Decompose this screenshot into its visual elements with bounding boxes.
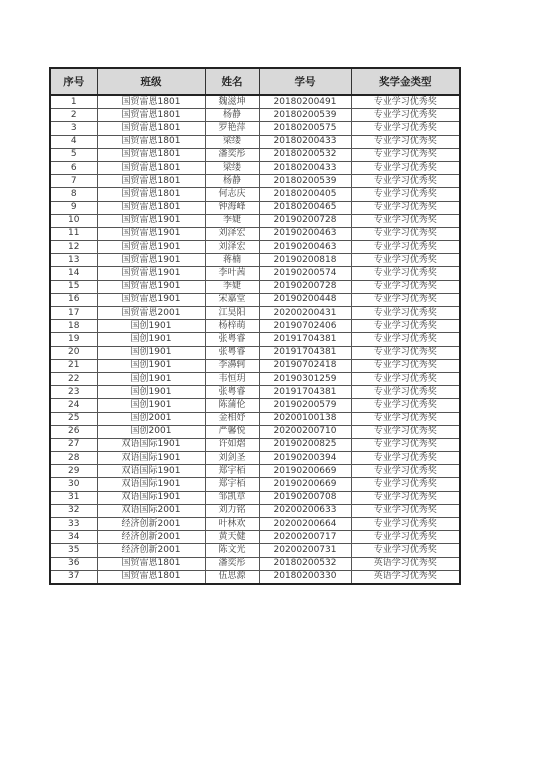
cell-scholarship-type: 专业学习优秀奖 — [351, 280, 460, 293]
cell-class: 国贸雷恩1901 — [97, 293, 205, 306]
cell-name: 梁缕 — [205, 135, 259, 148]
cell-student-id: 20190200728 — [259, 280, 351, 293]
cell-name: 钟海峰 — [205, 201, 259, 214]
cell-index: 26 — [50, 425, 97, 438]
table-row — [50, 346, 460, 359]
cell-student-id: 20190200394 — [259, 452, 351, 465]
cell-scholarship-type: 专业学习优秀奖 — [351, 161, 460, 174]
cell-class: 国创1901 — [97, 359, 205, 372]
header-row — [50, 68, 460, 95]
table-row — [50, 201, 460, 214]
cell-index: 36 — [50, 557, 97, 570]
cell-scholarship-type: 专业学习优秀奖 — [351, 399, 460, 412]
table-row — [50, 452, 460, 465]
cell-name: 宋嘉堂 — [205, 293, 259, 306]
cell-scholarship-type: 专业学习优秀奖 — [351, 544, 460, 557]
cell-class: 国贸雷恩1801 — [97, 161, 205, 174]
cell-student-id: 20190200463 — [259, 227, 351, 240]
cell-index: 30 — [50, 478, 97, 491]
table-row — [50, 148, 460, 161]
cell-class: 国创1901 — [97, 372, 205, 385]
cell-scholarship-type: 专业学习优秀奖 — [351, 122, 460, 135]
table-row — [50, 293, 460, 306]
cell-class: 双语国际1901 — [97, 452, 205, 465]
cell-scholarship-type: 专业学习优秀奖 — [351, 135, 460, 148]
cell-student-id: 20191704381 — [259, 346, 351, 359]
cell-class: 国创1901 — [97, 399, 205, 412]
cell-scholarship-type: 专业学习优秀奖 — [351, 320, 460, 333]
cell-index: 21 — [50, 359, 97, 372]
table-row — [50, 425, 460, 438]
cell-student-id: 20180200433 — [259, 135, 351, 148]
cell-index: 32 — [50, 504, 97, 517]
cell-name: 魏滋坤 — [205, 95, 259, 109]
cell-student-id: 20200200431 — [259, 307, 351, 320]
cell-index: 11 — [50, 227, 97, 240]
cell-index: 22 — [50, 372, 97, 385]
cell-student-id: 20190200818 — [259, 254, 351, 267]
cell-scholarship-type: 专业学习优秀奖 — [351, 307, 460, 320]
cell-class: 国创2001 — [97, 412, 205, 425]
table-row — [50, 531, 460, 544]
cell-name: 黄天健 — [205, 531, 259, 544]
cell-scholarship-type: 英语学习优秀奖 — [351, 557, 460, 570]
cell-student-id: 20180200532 — [259, 148, 351, 161]
table-row — [50, 254, 460, 267]
header-scholarship-type: 奖学金类型 — [351, 68, 460, 95]
cell-index: 25 — [50, 412, 97, 425]
cell-index: 9 — [50, 201, 97, 214]
cell-scholarship-type: 专业学习优秀奖 — [351, 95, 460, 109]
cell-class: 双语国际1901 — [97, 478, 205, 491]
table-row — [50, 280, 460, 293]
cell-class: 国创1901 — [97, 346, 205, 359]
table-row — [50, 307, 460, 320]
cell-class: 国贸雷恩1801 — [97, 570, 205, 584]
cell-student-id: 20190702418 — [259, 359, 351, 372]
cell-student-id: 20190200708 — [259, 491, 351, 504]
cell-scholarship-type: 专业学习优秀奖 — [351, 359, 460, 372]
cell-student-id: 20180200465 — [259, 201, 351, 214]
table-row — [50, 557, 460, 570]
table-row — [50, 122, 460, 135]
cell-name: 韦恒玥 — [205, 372, 259, 385]
cell-name: 张粤睿 — [205, 386, 259, 399]
table-row — [50, 188, 460, 201]
cell-class: 国贸雷恩1901 — [97, 280, 205, 293]
cell-class: 国贸雷恩1801 — [97, 109, 205, 122]
cell-student-id: 20190200463 — [259, 241, 351, 254]
table-row — [50, 491, 460, 504]
cell-scholarship-type: 专业学习优秀奖 — [351, 491, 460, 504]
cell-name: 邹凯章 — [205, 491, 259, 504]
cell-index: 13 — [50, 254, 97, 267]
cell-scholarship-type: 专业学习优秀奖 — [351, 346, 460, 359]
cell-index: 29 — [50, 465, 97, 478]
cell-student-id: 20191704381 — [259, 333, 351, 346]
cell-name: 杨梓萌 — [205, 320, 259, 333]
cell-class: 国贸雷恩1901 — [97, 267, 205, 280]
cell-scholarship-type: 专业学习优秀奖 — [351, 227, 460, 240]
table-header — [50, 68, 460, 95]
cell-class: 双语国际1901 — [97, 465, 205, 478]
cell-student-id: 20190200669 — [259, 478, 351, 491]
cell-class: 经济创新2001 — [97, 544, 205, 557]
cell-name: 梁缕 — [205, 161, 259, 174]
cell-index: 15 — [50, 280, 97, 293]
table-row — [50, 214, 460, 227]
cell-scholarship-type: 专业学习优秀奖 — [351, 372, 460, 385]
cell-index: 6 — [50, 161, 97, 174]
cell-student-id: 20190200728 — [259, 214, 351, 227]
cell-index: 14 — [50, 267, 97, 280]
table-row — [50, 504, 460, 517]
cell-class: 国贸雷恩1801 — [97, 135, 205, 148]
cell-class: 国贸雷恩2001 — [97, 307, 205, 320]
cell-name: 叶林欢 — [205, 518, 259, 531]
cell-scholarship-type: 专业学习优秀奖 — [351, 412, 460, 425]
cell-class: 国创2001 — [97, 425, 205, 438]
table-row — [50, 412, 460, 425]
cell-class: 双语国际1901 — [97, 491, 205, 504]
cell-scholarship-type: 专业学习优秀奖 — [351, 333, 460, 346]
cell-student-id: 20200200731 — [259, 544, 351, 557]
cell-student-id: 20180200433 — [259, 161, 351, 174]
header-student-id: 学号 — [259, 68, 351, 95]
cell-index: 10 — [50, 214, 97, 227]
table-row — [50, 333, 460, 346]
cell-name: 罗艳萍 — [205, 122, 259, 135]
cell-class: 国贸雷恩1901 — [97, 254, 205, 267]
scholarship-table — [49, 67, 461, 585]
table-row — [50, 544, 460, 557]
cell-name: 季婕 — [205, 214, 259, 227]
cell-name: 杨静 — [205, 109, 259, 122]
cell-index: 20 — [50, 346, 97, 359]
table-row — [50, 465, 460, 478]
cell-index: 37 — [50, 570, 97, 584]
table-row — [50, 267, 460, 280]
cell-class: 国贸雷恩1801 — [97, 201, 205, 214]
cell-name: 刘剑圣 — [205, 452, 259, 465]
cell-index: 1 — [50, 95, 97, 109]
table-row — [50, 372, 460, 385]
header-class: 班级 — [97, 68, 205, 95]
cell-class: 国创1901 — [97, 386, 205, 399]
header-index: 序号 — [50, 68, 97, 95]
cell-student-id: 20191704381 — [259, 386, 351, 399]
cell-name: 伍思源 — [205, 570, 259, 584]
cell-scholarship-type: 专业学习优秀奖 — [351, 452, 460, 465]
cell-class: 双语国际2001 — [97, 504, 205, 517]
cell-scholarship-type: 专业学习优秀奖 — [351, 254, 460, 267]
cell-student-id: 20180200575 — [259, 122, 351, 135]
cell-scholarship-type: 专业学习优秀奖 — [351, 109, 460, 122]
cell-student-id: 20180200330 — [259, 570, 351, 584]
cell-student-id: 20180200491 — [259, 95, 351, 109]
table-row — [50, 95, 460, 109]
header-name: 姓名 — [205, 68, 259, 95]
cell-scholarship-type: 专业学习优秀奖 — [351, 386, 460, 399]
cell-index: 28 — [50, 452, 97, 465]
cell-index: 24 — [50, 399, 97, 412]
cell-class: 国贸雷恩1901 — [97, 227, 205, 240]
cell-scholarship-type: 专业学习优秀奖 — [351, 175, 460, 188]
cell-name: 何志庆 — [205, 188, 259, 201]
cell-class: 经济创新2001 — [97, 518, 205, 531]
table-row — [50, 241, 460, 254]
cell-index: 27 — [50, 438, 97, 451]
cell-scholarship-type: 专业学习优秀奖 — [351, 148, 460, 161]
cell-scholarship-type: 专业学习优秀奖 — [351, 531, 460, 544]
cell-class: 双语国际1901 — [97, 438, 205, 451]
cell-scholarship-type: 专业学习优秀奖 — [351, 293, 460, 306]
cell-name: 潘奕彤 — [205, 148, 259, 161]
cell-student-id: 20200100138 — [259, 412, 351, 425]
table-row — [50, 227, 460, 240]
table-row — [50, 320, 460, 333]
table-row — [50, 135, 460, 148]
cell-index: 31 — [50, 491, 97, 504]
table-row — [50, 570, 460, 584]
cell-index: 16 — [50, 293, 97, 306]
cell-index: 33 — [50, 518, 97, 531]
cell-index: 34 — [50, 531, 97, 544]
cell-class: 国贸雷恩1801 — [97, 148, 205, 161]
table-row — [50, 438, 460, 451]
cell-name: 江昊阳 — [205, 307, 259, 320]
table-row — [50, 399, 460, 412]
cell-name: 张粤睿 — [205, 346, 259, 359]
cell-index: 18 — [50, 320, 97, 333]
cell-scholarship-type: 专业学习优秀奖 — [351, 478, 460, 491]
cell-student-id: 20180200539 — [259, 109, 351, 122]
cell-index: 7 — [50, 175, 97, 188]
cell-index: 19 — [50, 333, 97, 346]
cell-student-id: 20200200633 — [259, 504, 351, 517]
cell-student-id: 20190301259 — [259, 372, 351, 385]
cell-student-id: 20200200717 — [259, 531, 351, 544]
cell-index: 5 — [50, 148, 97, 161]
cell-scholarship-type: 专业学习优秀奖 — [351, 438, 460, 451]
cell-name: 蒋楠 — [205, 254, 259, 267]
cell-name: 陈蒲伦 — [205, 399, 259, 412]
cell-scholarship-type: 专业学习优秀奖 — [351, 465, 460, 478]
cell-name: 郑宇栢 — [205, 478, 259, 491]
cell-class: 国贸雷恩1801 — [97, 557, 205, 570]
cell-scholarship-type: 专业学习优秀奖 — [351, 518, 460, 531]
cell-student-id: 20200200710 — [259, 425, 351, 438]
cell-name: 刘泽宏 — [205, 227, 259, 240]
cell-index: 2 — [50, 109, 97, 122]
cell-name: 刘力铭 — [205, 504, 259, 517]
cell-name: 杨静 — [205, 175, 259, 188]
cell-name: 郑宇栢 — [205, 465, 259, 478]
cell-name: 李叶茜 — [205, 267, 259, 280]
cell-name: 严馨悦 — [205, 425, 259, 438]
cell-index: 17 — [50, 307, 97, 320]
table-row — [50, 175, 460, 188]
cell-scholarship-type: 英语学习优秀奖 — [351, 570, 460, 584]
table-row — [50, 109, 460, 122]
cell-student-id: 20180200539 — [259, 175, 351, 188]
cell-name: 张粤睿 — [205, 333, 259, 346]
cell-student-id: 20200200664 — [259, 518, 351, 531]
cell-index: 12 — [50, 241, 97, 254]
cell-name: 金相妤 — [205, 412, 259, 425]
cell-name: 李濞轲 — [205, 359, 259, 372]
cell-scholarship-type: 专业学习优秀奖 — [351, 425, 460, 438]
cell-class: 国贸雷恩1901 — [97, 214, 205, 227]
cell-class: 国创1901 — [97, 320, 205, 333]
cell-name: 季婕 — [205, 280, 259, 293]
cell-index: 23 — [50, 386, 97, 399]
cell-name: 潘奕彤 — [205, 557, 259, 570]
table-body — [50, 95, 460, 584]
cell-student-id: 20190200825 — [259, 438, 351, 451]
table-row — [50, 518, 460, 531]
cell-index: 3 — [50, 122, 97, 135]
cell-index: 8 — [50, 188, 97, 201]
cell-student-id: 20180200532 — [259, 557, 351, 570]
cell-name: 陈文光 — [205, 544, 259, 557]
table-row — [50, 386, 460, 399]
cell-student-id: 20180200405 — [259, 188, 351, 201]
cell-scholarship-type: 专业学习优秀奖 — [351, 201, 460, 214]
table-row — [50, 359, 460, 372]
cell-student-id: 20190200448 — [259, 293, 351, 306]
cell-student-id: 20190200669 — [259, 465, 351, 478]
cell-scholarship-type: 专业学习优秀奖 — [351, 504, 460, 517]
cell-student-id: 20190702406 — [259, 320, 351, 333]
cell-index: 35 — [50, 544, 97, 557]
cell-name: 刘泽宏 — [205, 241, 259, 254]
table-row — [50, 478, 460, 491]
cell-name: 许如熠 — [205, 438, 259, 451]
cell-scholarship-type: 专业学习优秀奖 — [351, 188, 460, 201]
table-row — [50, 161, 460, 174]
cell-student-id: 20190200574 — [259, 267, 351, 280]
cell-class: 经济创新2001 — [97, 531, 205, 544]
cell-class: 国贸雷恩1801 — [97, 188, 205, 201]
cell-scholarship-type: 专业学习优秀奖 — [351, 214, 460, 227]
cell-class: 国创1901 — [97, 333, 205, 346]
cell-class: 国贸雷恩1801 — [97, 175, 205, 188]
cell-class: 国贸雷恩1801 — [97, 122, 205, 135]
cell-scholarship-type: 专业学习优秀奖 — [351, 267, 460, 280]
cell-class: 国贸雷恩1801 — [97, 95, 205, 109]
cell-student-id: 20190200579 — [259, 399, 351, 412]
cell-class: 国贸雷恩1901 — [97, 241, 205, 254]
cell-index: 4 — [50, 135, 97, 148]
cell-scholarship-type: 专业学习优秀奖 — [351, 241, 460, 254]
